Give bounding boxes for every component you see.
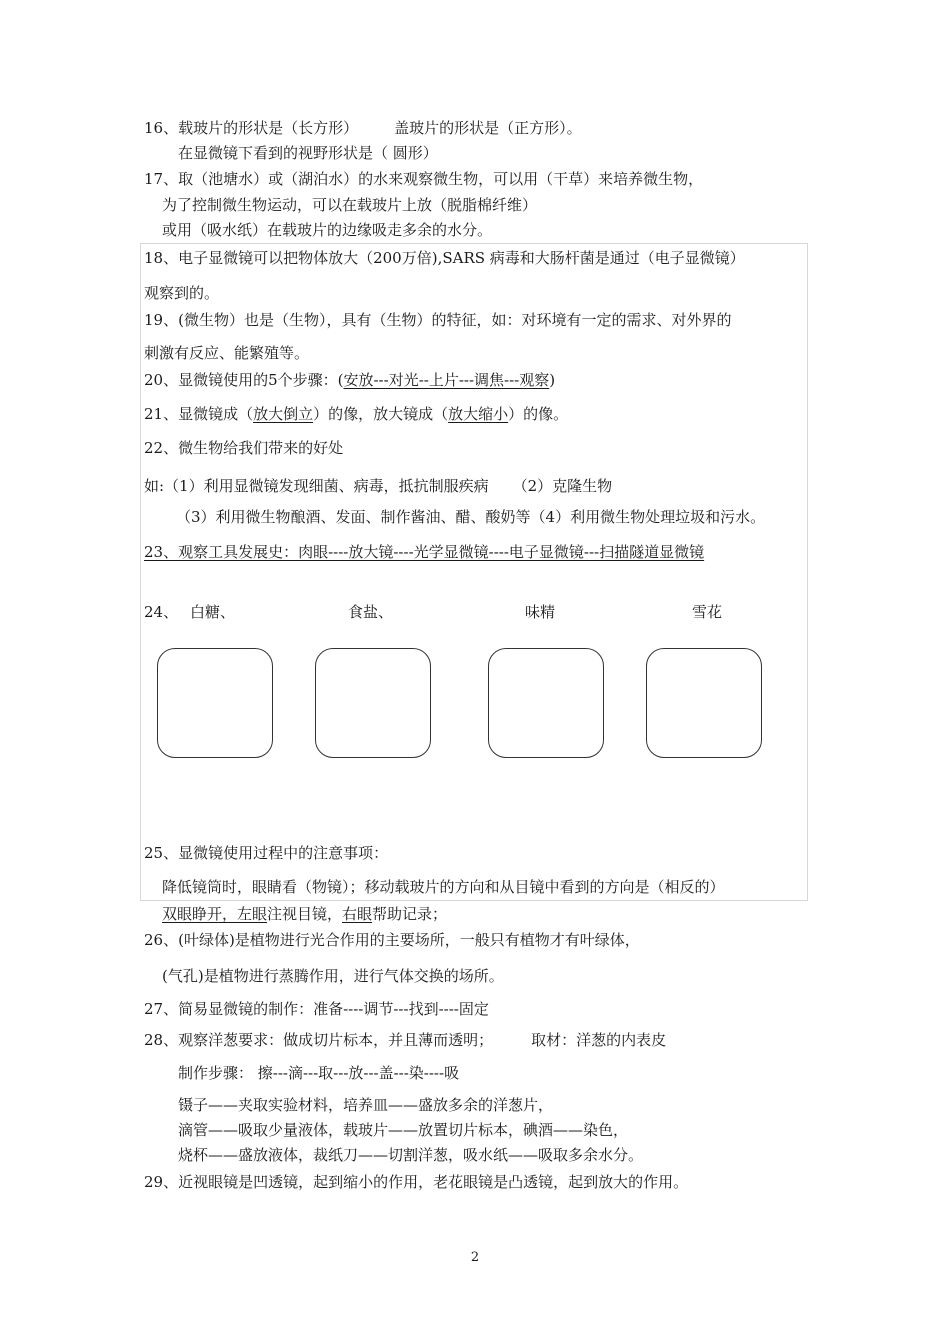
- item-22-line-1: 如:（1）利用显微镜发现细菌、病毒，抵抗制服疾病 （2）克隆生物: [144, 477, 613, 495]
- item-21-answer-1: 放大倒立: [253, 405, 314, 423]
- drawing-box-sugar: [157, 648, 273, 758]
- framed-section: [140, 243, 808, 901]
- item-17-line-2: 为了控制微生物运动，可以在载玻片上放（脱脂棉纤维）: [162, 196, 538, 214]
- item-16-line-2: 在显微镜下看到的视野形状是（ 圆形）: [178, 144, 438, 162]
- item-21-answer-2: 放大缩小: [448, 405, 509, 423]
- item-22-heading: 22、微生物给我们带来的好处: [144, 439, 344, 457]
- item-27: 27、简易显微镜的制作：准备----调节---找到----固定: [144, 1000, 489, 1018]
- item-26-line-1: 26、(叶绿体)是植物进行光合作用的主要场所，一般只有植物才有叶绿体，: [144, 931, 640, 949]
- item-23: 23、观察工具发展史：肉眼----放大镜----光学显微镜----电子显微镜---扫描隧道显微镜: [144, 543, 705, 561]
- sample-label-msg: 味精: [525, 603, 556, 621]
- item-28-tools-2: 滴管——吸取少量液体，载玻片——放置切片标本，碘酒——染色，: [178, 1121, 629, 1139]
- item-28-steps: 制作步骤： 擦---滴---取---放---盖---染----吸: [178, 1064, 460, 1082]
- drawing-box-salt: [315, 648, 431, 758]
- item-26-line-2: (气孔)是植物进行蒸腾作用，进行气体交换的场所。: [162, 967, 504, 985]
- item-25-heading: 25、显微镜使用过程中的注意事项：: [144, 844, 389, 862]
- item-18-line-1: 18、电子显微镜可以把物体放大（200万倍),SARS 病毒和大肠杆菌是通过（电子显微镜）: [144, 249, 745, 267]
- item-19-line-1: 19、(微生物）也是（生物），具有（生物）的特征，如：对环境有一定的需求、对外界的: [144, 311, 732, 329]
- item-24-number: 24、: [144, 603, 179, 621]
- sample-label-snowflake: 雪花: [692, 603, 723, 621]
- item-21: 21、显微镜成（放大倒立）的像，放大镜成（放大缩小）的像。: [144, 405, 569, 423]
- sample-label-sugar: 白糖、: [190, 603, 236, 621]
- item-28-tools-3: 烧杯——盛放液体，裁纸刀——切割洋葱，吸水纸——吸取多余水分。: [178, 1146, 644, 1164]
- item-22-line-2: （3）利用微生物酿酒、发面、制作酱油、醋、酸奶等（4）利用微生物处理垃圾和污水。: [176, 508, 766, 526]
- page-number: 2: [470, 1250, 480, 1265]
- item-17-line-1: 17、取（池塘水）或（湖泊水）的水来观察微生物，可以用（干草）来培养微生物，: [144, 170, 704, 188]
- item-25-line-1: 降低镜筒时，眼睛看（物镜）；移动载玻片的方向和从目镜中看到的方向是（相反的）: [162, 878, 725, 896]
- item-20: 20、显微镜使用的5个步骤：(安放---对光--上片---调焦---观察): [144, 371, 556, 389]
- item-17-line-3: 或用（吸水纸）在载玻片的边缘吸走多余的水分。: [162, 221, 493, 239]
- item-28-line-1: 28、观察洋葱要求：做成切片标本，并且薄而透明； 取材：洋葱的内表皮: [144, 1031, 667, 1049]
- item-19-line-2: 刺激有反应、能繁殖等。: [144, 344, 310, 362]
- drawing-box-snowflake: [646, 648, 762, 758]
- item-18-line-2: 观察到的。: [144, 284, 220, 302]
- sample-label-salt: 食盐、: [348, 603, 394, 621]
- drawing-box-msg: [488, 648, 604, 758]
- item-28-tools-1: 镊子——夹取实验材料，培养皿——盛放多余的洋葱片，: [178, 1096, 554, 1114]
- item-29: 29、近视眼镜是凹透镜，起到缩小的作用，老花眼镜是凸透镜，起到放大的作用。: [144, 1173, 689, 1191]
- item-25-line-2: 双眼睁开，左眼注视目镜，右眼帮助记录；: [162, 905, 448, 923]
- item-20-steps: 安放---对光--上片---调焦---观察: [343, 371, 550, 389]
- item-16-line-1: 16、载玻片的形状是（长方形） 盖玻片的形状是（正方形）。: [144, 119, 582, 137]
